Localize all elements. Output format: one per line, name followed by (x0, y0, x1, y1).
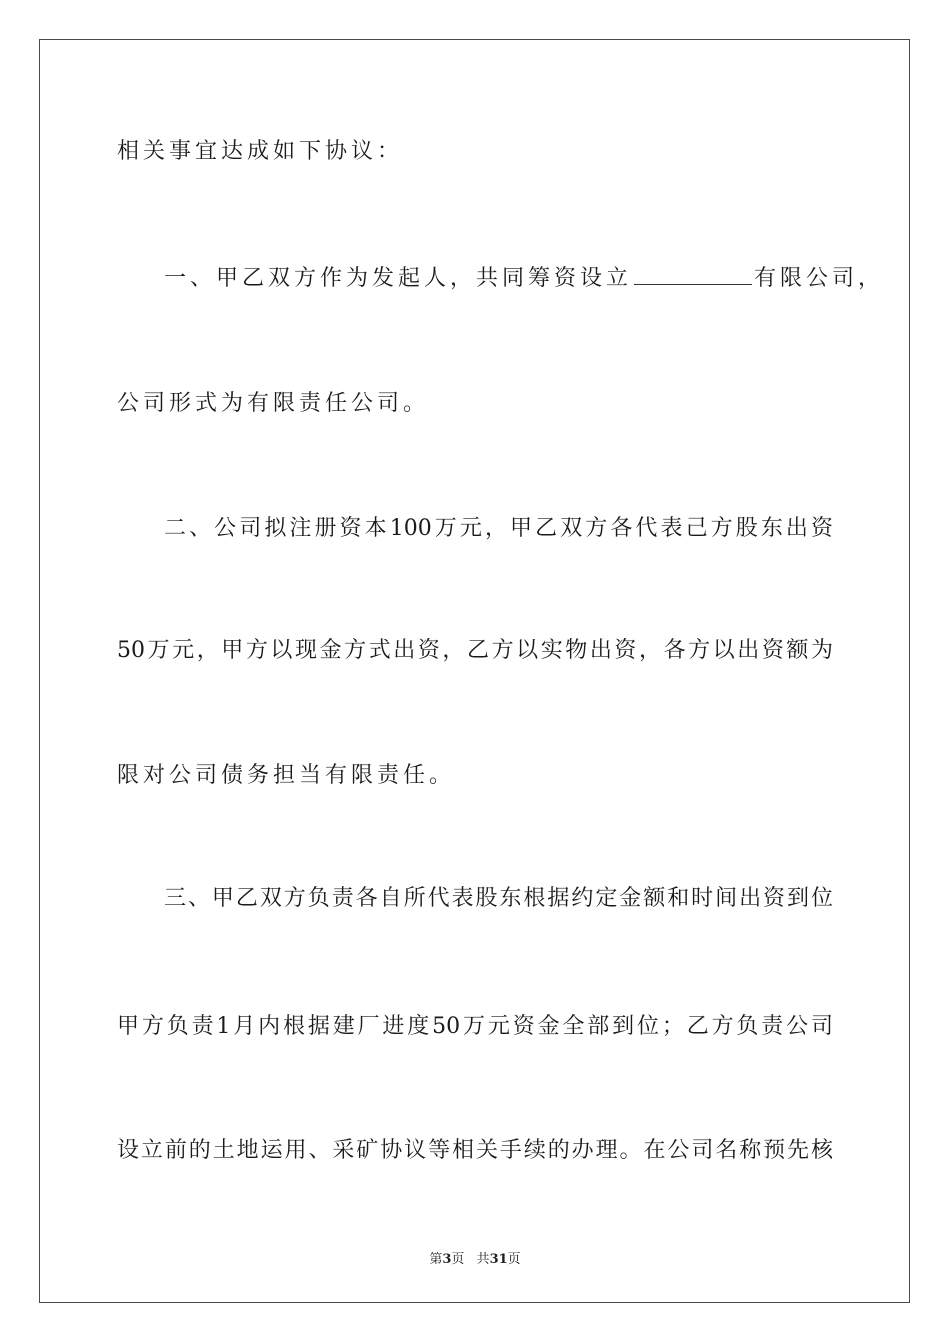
text-line: 限对公司债务担当有限责任。 (117, 763, 456, 788)
text-line: 相关事宜达成如下协议： (117, 139, 404, 164)
text-line-clause-1 (164, 262, 884, 294)
text-line: 设立前的土地运用、采矿协议等相关手续的办理。在公司名称预先核 (117, 1138, 833, 1163)
text-line-clause-2: 二、公司拟注册资本100万元，甲乙双方各代表己方股东出资 (164, 516, 833, 541)
fill-in-blank (634, 262, 752, 285)
text-line: 公司形式为有限责任公司。 (117, 391, 430, 416)
text-line: 甲方负责1月内根据建厂进度50万元资金全部到位；乙方负责公司 (117, 1014, 833, 1039)
page-frame (39, 39, 910, 1303)
text-line: 50万元，甲方以现金方式出资，乙方以实物出资，各方以出资额为 (117, 638, 833, 663)
total-pages-indicator: 共31页 (476, 1252, 521, 1267)
text-segment: 有限公司， (754, 266, 885, 291)
text-line-clause-3: 三、甲乙双方负责各自所代表股东根据约定金额和时间出资到位 (164, 886, 833, 911)
text-segment: 一、甲乙双方作为发起人，共同筹资设立 (164, 266, 633, 291)
page-footer (0, 1248, 950, 1267)
page-indicator: 第3页 (429, 1252, 465, 1267)
